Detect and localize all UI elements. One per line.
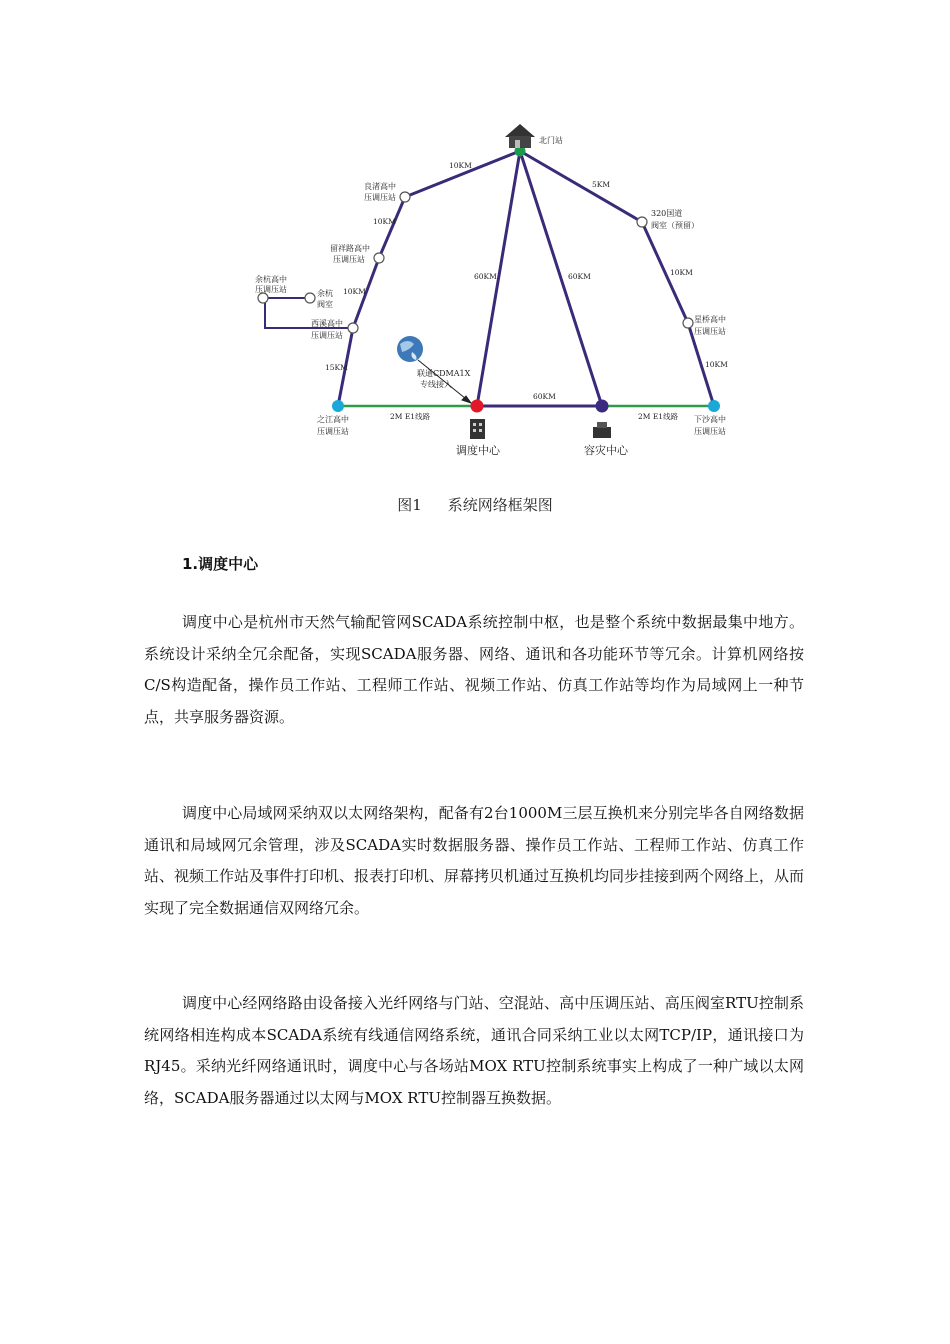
node-zhijiang	[332, 400, 344, 412]
node-xiasha	[708, 400, 720, 412]
edge-label-guodao-qiaojian: 10KM	[670, 268, 693, 277]
figure-caption	[0, 494, 950, 515]
node-liuxiang	[374, 253, 384, 263]
edge-label-beimen-control: 60KM	[474, 272, 497, 281]
label-yuhang-valve-1: 余杭	[317, 289, 333, 298]
building-icon	[470, 419, 485, 439]
label-xixi-1: 西溪高中	[311, 319, 343, 328]
server-icon	[593, 422, 611, 438]
paragraph-1: 调度中心是杭州市天然气输配管网SCADA系统控制中枢，也是整个系统中数据最集中地方。系统设计采纳全冗余配备，实现SCADA服务器、网络、通讯和各功能环节等冗余。计算机网络按C/S构造配备，操作员工作站、工程师工作站、视频工作站、仿真工作站等均作为局域网上一种节点，共享服务器资源。	[144, 613, 804, 726]
figure-title: 系统网络框架图	[447, 496, 553, 514]
label-xixi-2: 压调压站	[311, 331, 343, 340]
label-zhijiang-2: 压调压站	[317, 427, 349, 436]
label-liuxiang-1: 留祥路高中	[330, 244, 370, 253]
label-cdma-1: 联通CDMA1X	[417, 369, 471, 378]
link-liangzhu-liuxiang	[379, 197, 405, 258]
figure-number: 图1	[397, 496, 422, 514]
edge-label-qiaojian-xiasha: 10KM	[705, 360, 728, 369]
node-liangzhu	[400, 192, 410, 202]
label-yuhang-1: 余杭高中	[255, 275, 287, 284]
edge-label-liangzhu-beimen: 10KM	[449, 161, 472, 170]
node-yuhang	[258, 293, 268, 303]
network-diagram	[0, 0, 950, 480]
globe-icon	[397, 336, 423, 362]
link-liangzhu-beimen	[405, 151, 520, 197]
node-guodao	[637, 217, 647, 227]
edge-label-zhijiang-control: 2M E1线路	[390, 412, 431, 421]
label-zhijiang-1: 之江高中	[317, 415, 349, 424]
node-qiaojian	[683, 318, 693, 328]
edge-label-backup-xiasha: 2M E1线路	[638, 412, 679, 421]
section-heading: 1.调度中心	[182, 555, 259, 573]
label-xiasha-1: 下沙高中	[694, 415, 726, 424]
label-qiaojian-1: 星桥高中	[694, 315, 726, 324]
edge-label-beimen-backup: 60KM	[568, 272, 591, 281]
label-yuhang-2: 压调压站	[255, 285, 287, 294]
node-backup-center	[596, 400, 609, 413]
node-yuhang-valve	[305, 293, 315, 303]
label-liangzhu-2: 压调压站	[364, 193, 396, 202]
house-icon	[505, 124, 535, 148]
node-control-center	[471, 400, 484, 413]
label-xiasha-2: 压调压站	[694, 427, 726, 436]
label-beimen: 北门站	[539, 136, 563, 145]
paragraph-2: 调度中心局域网采纳双以太网络架构，配备有2台1000M三层互换机来分别完毕各自网络数据通讯和局域网冗余管理，涉及SCADA实时数据服务器、操作员工作站、工程师工作站、仿真工作站、视频工作站及事件打印机、报表打印机、屏幕拷贝机通过互换机均同步挂接到两个网络上，从而实现了完全数据通信双网络冗余。	[144, 804, 805, 917]
label-control-center: 调度中心	[456, 444, 500, 457]
label-liangzhu-1: 良渚高中	[364, 182, 396, 191]
label-cdma-2: 专线接入	[420, 380, 452, 389]
label-qiaojian-2: 压调压站	[694, 327, 726, 336]
label-backup-center: 容灾中心	[584, 444, 628, 457]
node-xixi	[348, 323, 358, 333]
label-liuxiang-2: 压调压站	[333, 255, 365, 264]
edge-label-beimen-guodao: 5KM	[592, 180, 611, 189]
label-guodao-2: 阀室（预留）	[651, 221, 699, 230]
edge-label-liuxiang-xixi: 10KM	[343, 287, 366, 296]
edge-label-liangzhu-liuxiang: 10KM	[373, 217, 396, 226]
label-guodao-1: 320国道	[651, 209, 683, 218]
paragraph-3: 调度中心经网络路由设备接入光纤网络与门站、空混站、高中压调压站、高压阀室RTU控制系统网络相连构成本SCADA系统有线通信网络系统，通讯合同采纳工业以太网TCP/IP，通讯接口为RJ45。采纳光纤网络通讯时，调度中心与各场站MOX RTU控制系统事实上构成了一种广域以太网络，SCADA服务器通过以太网与MOX RTU控制器互换数据。	[144, 994, 804, 1107]
label-yuhang-valve-2: 阀室	[317, 300, 333, 309]
edge-label-xixi-zhijiang: 15KM	[325, 363, 348, 372]
edge-label-control-backup: 60KM	[533, 392, 556, 401]
